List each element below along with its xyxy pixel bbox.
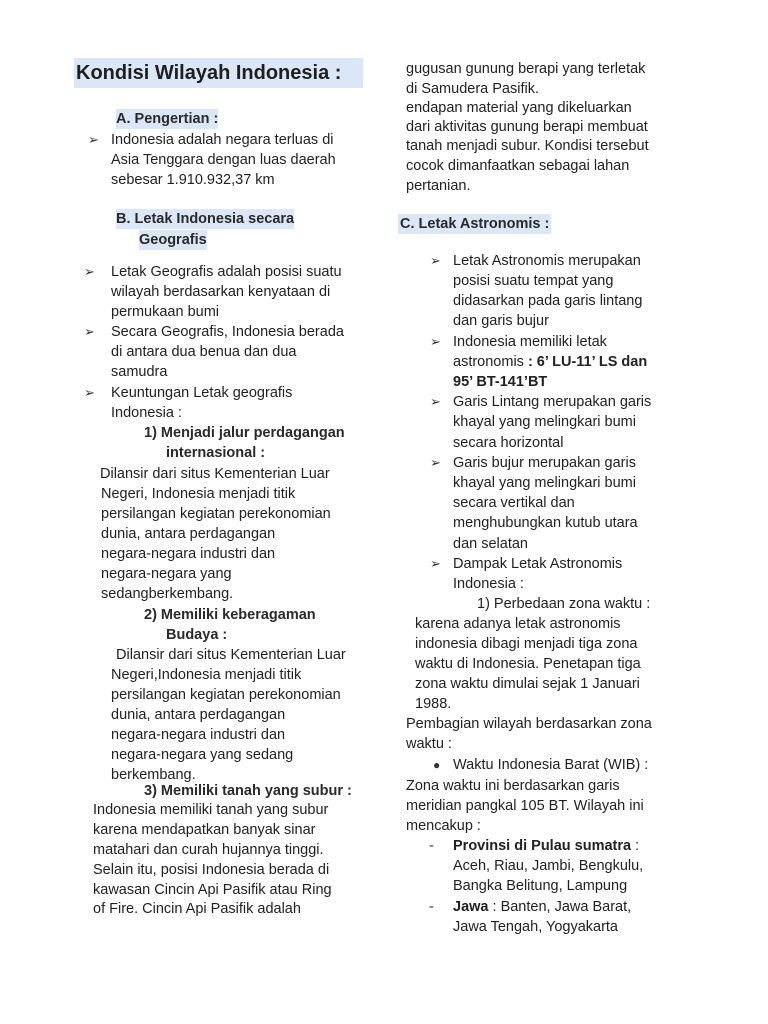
item-zona-waktu-body: waktu di Indonesia. Penetapan tiga xyxy=(415,656,641,672)
section-c-text: khayal yang melingkari bumi xyxy=(453,414,636,430)
bullet-arrow-icon: ➢ xyxy=(430,253,441,268)
section-c-text: Indonesia : xyxy=(453,576,524,592)
wib-body: mencakup : xyxy=(406,818,481,834)
wib-body: Zona waktu ini berdasarkan garis xyxy=(406,778,620,794)
section-b-text: Secara Geografis, Indonesia berada xyxy=(111,324,344,340)
wib-region-list: Jawa Tengah, Yogyakarta xyxy=(453,919,619,935)
wib-region-jawa xyxy=(453,897,631,917)
item-zona-waktu-body: 1988. xyxy=(415,696,452,712)
continuation-text: di Samudera Pasifik. xyxy=(406,81,539,97)
region-name: Jawa xyxy=(453,899,489,915)
section-c-text: dan garis bujur xyxy=(453,313,549,329)
item-3-heading: 3) Memiliki tanah yang subur : xyxy=(144,783,352,799)
section-a-text: sebesar 1.910.932,37 km xyxy=(111,172,275,188)
section-b-text: permukaan bumi xyxy=(111,304,219,320)
item-1-body: Negeri, Indonesia menjadi titik xyxy=(101,486,296,502)
bullet-arrow-icon: ➢ xyxy=(84,324,95,339)
region-list: : Banten, Jawa Barat, xyxy=(488,899,632,915)
section-c-text: didasarkan pada garis lintang xyxy=(453,293,643,309)
bullet-arrow-icon: ➢ xyxy=(84,385,95,400)
section-a-text: Indonesia adalah negara terluas di xyxy=(111,132,334,148)
item-3-body: karena mendapatkan banyak sinar xyxy=(93,822,316,838)
section-b-heading: Geografis xyxy=(139,232,207,248)
item-1-body: persilangan kegiatan perekonomian xyxy=(101,506,331,522)
section-c-text: secara horizontal xyxy=(453,435,564,451)
section-c-text: Garis bujur merupakan garis xyxy=(453,455,636,471)
section-c-coordinates xyxy=(453,352,647,372)
section-c-text: Letak Astronomis merupakan xyxy=(453,253,641,269)
continuation-text: endapan material yang dikeluarkan xyxy=(406,100,632,116)
item-2-body: Dilansir dari situs Kementerian Luar xyxy=(112,647,346,663)
document-title: Kondisi Wilayah Indonesia : xyxy=(74,58,363,88)
wib-region-list: Aceh, Riau, Jambi, Bengkulu, xyxy=(453,858,644,874)
continuation-text: dari aktivitas gunung berapi membuat xyxy=(406,119,648,135)
item-2-body: negara-negara industri dan xyxy=(111,727,286,743)
item-1-body: Dilansir dari situs Kementerian Luar xyxy=(100,466,330,482)
bullet-arrow-icon: ➢ xyxy=(430,334,441,349)
wib-region-sumatra xyxy=(453,836,639,856)
section-b-text: di antara dua benua dan dua xyxy=(111,344,297,360)
section-c-text: posisi suatu tempat yang xyxy=(453,273,614,289)
section-b-text: Letak Geografis adalah posisi suatu xyxy=(111,264,342,280)
continuation-text: cocok dimanfaatkan sebagai lahan xyxy=(406,158,630,174)
item-zona-waktu-body: indonesia dibagi menjadi tiga zona xyxy=(415,636,638,652)
pembagian-text: waktu : xyxy=(406,736,452,752)
section-a-heading: A. Pengertian : xyxy=(116,111,219,127)
item-zona-waktu-body: karena adanya letak astronomis xyxy=(415,616,621,632)
bullet-dot-icon: ● xyxy=(433,758,441,772)
section-c-text: astronomis xyxy=(453,354,528,370)
item-3-body: kawasan Cincin Api Pasifik atau Ring xyxy=(93,882,332,898)
bullet-arrow-icon: ➢ xyxy=(430,455,441,470)
bullet-arrow-icon: ➢ xyxy=(88,132,99,147)
bullet-arrow-icon: ➢ xyxy=(430,556,441,571)
wib-region-list: Bangka Belitung, Lampung xyxy=(453,878,628,894)
wib-body: meridian pangkal 105 BT. Wilayah ini xyxy=(406,798,644,814)
item-2-heading: Budaya : xyxy=(166,627,228,643)
pembagian-text: Pembagian wilayah berdasarkan zona xyxy=(406,716,652,732)
section-c-text: secara vertikal dan xyxy=(453,495,575,511)
section-c-text: dan selatan xyxy=(453,536,528,552)
item-1-body: negara-negara yang xyxy=(101,566,232,582)
item-1-body: sedangberkembang. xyxy=(101,586,234,602)
item-3-body: Selain itu, posisi Indonesia berada di xyxy=(93,862,330,878)
section-a-text: Asia Tenggara dengan luas daerah xyxy=(111,152,336,168)
item-zona-waktu-body: zona waktu dimulai sejak 1 Januari xyxy=(415,676,640,692)
section-b-text: Indonesia : xyxy=(111,405,182,421)
continuation-text: pertanian. xyxy=(406,178,471,194)
section-b-text: wilayah berdasarkan kenyataan di xyxy=(111,284,331,300)
bullet-dash-icon: - xyxy=(429,899,434,915)
item-1-body: negara-negara industri dan xyxy=(101,546,276,562)
section-c-heading: C. Letak Astronomis : xyxy=(400,216,550,232)
section-c-text: khayal yang melingkari bumi xyxy=(453,475,636,491)
item-2-body: berkembang. xyxy=(111,767,196,783)
section-c-text: menghubungkan kutub utara xyxy=(453,515,638,531)
item-zona-waktu-heading: 1) Perbedaan zona waktu : xyxy=(477,596,651,612)
item-2-body: persilangan kegiatan perekonomian xyxy=(111,687,341,703)
bullet-arrow-icon: ➢ xyxy=(84,264,95,279)
item-2-body: Negeri,Indonesia menjadi titik xyxy=(111,667,302,683)
item-1-body: dunia, antara perdagangan xyxy=(101,526,276,542)
continuation-text: tanah menjadi subur. Kondisi tersebut xyxy=(406,138,649,154)
section-b-heading: B. Letak Indonesia secara xyxy=(116,211,295,227)
item-1-heading: internasional : xyxy=(166,445,266,461)
region-separator: : xyxy=(631,838,640,854)
item-3-body: of Fire. Cincin Api Pasifik adalah xyxy=(93,901,301,917)
item-3-body: matahari dan curah hujannya tinggi. xyxy=(93,842,324,858)
wib-heading: Waktu Indonesia Barat (WIB) : xyxy=(453,757,649,773)
coordinate-value: : 6’ LU-11’ LS dan xyxy=(527,354,648,370)
item-1-heading: 1) Menjadi jalur perdagangan xyxy=(144,425,345,441)
section-c-text: Dampak Letak Astronomis xyxy=(453,556,623,572)
item-2-heading: 2) Memiliki keberagaman xyxy=(144,607,316,623)
section-c-text: Garis Lintang merupakan garis xyxy=(453,394,652,410)
bullet-arrow-icon: ➢ xyxy=(430,394,441,409)
item-2-body: dunia, antara perdagangan xyxy=(111,707,286,723)
item-3-body: Indonesia memiliki tanah yang subur xyxy=(93,802,329,818)
continuation-text: gugusan gunung berapi yang terletak xyxy=(406,61,646,77)
section-b-text: Keuntungan Letak geografis xyxy=(111,385,293,401)
coordinate-value: 95’ BT-141’BT xyxy=(453,374,548,390)
section-b-text: samudra xyxy=(111,364,168,380)
item-2-body: negara-negara yang sedang xyxy=(111,747,294,763)
region-name: Provinsi di Pulau sumatra xyxy=(453,838,632,854)
bullet-dash-icon: - xyxy=(429,838,434,854)
section-c-text: Indonesia memiliki letak xyxy=(453,334,607,350)
